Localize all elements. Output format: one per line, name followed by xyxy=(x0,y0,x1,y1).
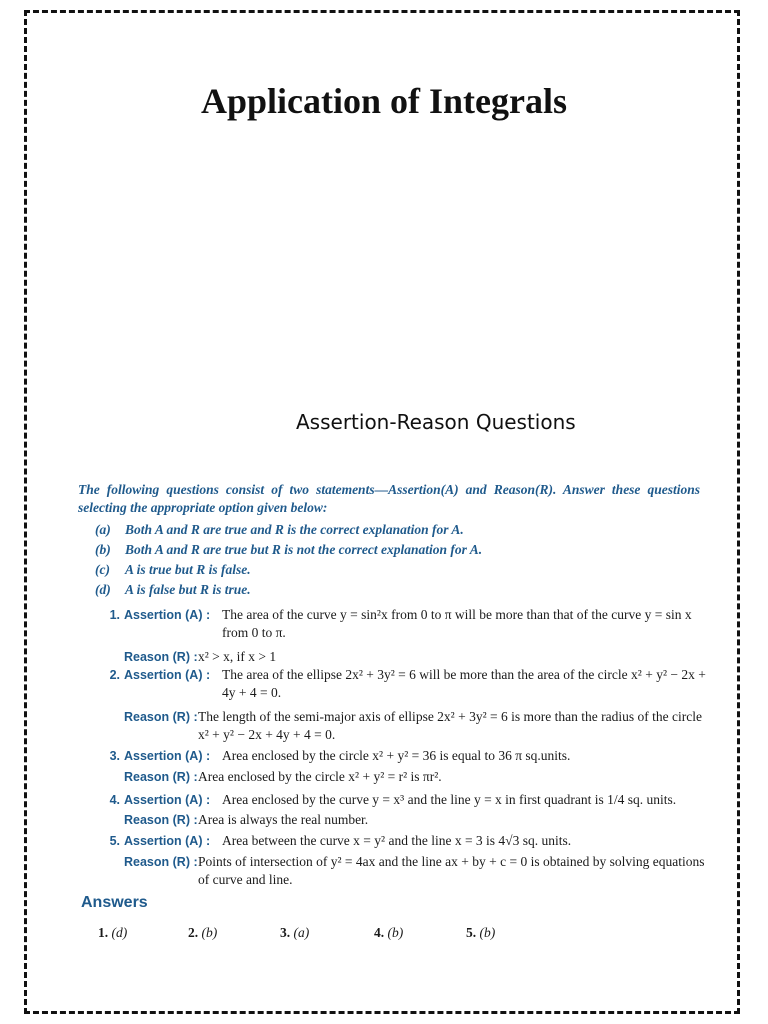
question-number: 5. xyxy=(109,834,120,848)
answer-number: 1. xyxy=(98,925,109,940)
options-list xyxy=(95,522,482,602)
section-heading: Assertion-Reason Questions xyxy=(296,410,576,434)
question-1 xyxy=(100,606,710,666)
answer-item xyxy=(98,925,127,941)
option-text: Both A and R are true and R is the correct explanation for A. xyxy=(125,522,464,537)
option-a xyxy=(95,522,482,542)
option-b xyxy=(95,542,482,562)
answer-value: (d) xyxy=(111,925,128,940)
answer-value: (a) xyxy=(293,925,310,940)
option-label: (d) xyxy=(95,582,111,597)
page-title: Application of Integrals xyxy=(200,81,567,121)
reason-tag: Reason (R) : xyxy=(124,710,198,724)
option-text: A is true but R is false. xyxy=(125,562,251,577)
option-c xyxy=(95,562,482,582)
reason-tag: Reason (R) : xyxy=(124,855,198,869)
answer-value: (b) xyxy=(201,925,218,940)
assertion-row xyxy=(100,791,710,809)
reason-row xyxy=(100,708,710,744)
answer-item xyxy=(188,925,217,941)
answer-number: 5. xyxy=(466,925,477,940)
reason-row xyxy=(100,648,710,666)
assertion-row xyxy=(100,606,710,642)
answer-number: 3. xyxy=(280,925,291,940)
reason-text: Points of intersection of y² = 4ax and the line ax + by + c = 0 is obtained by solving equations of curve and line. xyxy=(198,854,705,887)
question-number: 1. xyxy=(109,608,120,622)
question-4 xyxy=(100,791,710,829)
assertion-text: Area between the curve x = y² and the line x = 3 is 4√3 sq. units. xyxy=(222,833,572,848)
answer-number: 4. xyxy=(374,925,385,940)
answer-item xyxy=(374,925,403,941)
assertion-text: The area of the ellipse 2x² + 3y² = 6 will be more than the area of the circle x² + y² − 2x + 4y + 4 = 0. xyxy=(222,667,706,700)
reason-text: Area enclosed by the circle x² + y² = r² is πr². xyxy=(198,769,442,784)
assertion-row xyxy=(100,832,710,850)
reason-text: Area is always the real number. xyxy=(198,812,369,827)
assertion-tag: Assertion (A) : xyxy=(124,668,211,682)
reason-row xyxy=(100,853,710,889)
reason-text: x² > x, if x > 1 xyxy=(198,649,277,664)
instructions-text: The following questions consist of two statements—Assertion(A) and Reason(R). Answer these questions selecting the appropriate option given below: xyxy=(78,482,700,515)
answer-value: (b) xyxy=(479,925,496,940)
question-3 xyxy=(100,747,710,786)
assertion-tag: Assertion (A) : xyxy=(124,834,211,848)
assertion-tag: Assertion (A) : xyxy=(124,749,211,763)
assertion-tag: Assertion (A) : xyxy=(124,793,211,807)
option-d xyxy=(95,582,482,602)
option-label: (a) xyxy=(95,522,111,537)
assertion-text: Area enclosed by the circle x² + y² = 36 is equal to 36 π sq.units. xyxy=(222,748,571,763)
answer-value: (b) xyxy=(387,925,404,940)
answer-item xyxy=(466,925,495,941)
answers-list xyxy=(80,925,700,945)
answer-item xyxy=(280,925,309,941)
assertion-row xyxy=(100,747,710,765)
option-text: A is false but R is true. xyxy=(125,582,251,597)
reason-row xyxy=(100,811,710,829)
question-5 xyxy=(100,832,710,889)
answer-number: 2. xyxy=(188,925,199,940)
option-label: (c) xyxy=(95,562,110,577)
assertion-row xyxy=(100,666,710,702)
reason-tag: Reason (R) : xyxy=(124,650,198,664)
question-number: 3. xyxy=(109,749,120,763)
assertion-text: The area of the curve y = sin²x from 0 to π will be more than that of the curve y = sin x from 0 to π. xyxy=(222,607,692,640)
assertion-tag: Assertion (A) : xyxy=(124,608,211,622)
reason-tag: Reason (R) : xyxy=(124,770,198,784)
question-number: 2. xyxy=(109,668,120,682)
reason-tag: Reason (R) : xyxy=(124,813,198,827)
reason-text: The length of the semi-major axis of ellipse 2x² + 3y² = 6 is more than the radius of the circle x² + y² − 2x + 4y + 4 = 0. xyxy=(198,709,702,742)
option-label: (b) xyxy=(95,542,111,557)
option-text: Both A and R are true but R is not the correct explanation for A. xyxy=(125,542,483,557)
reason-row xyxy=(100,768,710,786)
question-2 xyxy=(100,666,710,744)
answers-heading: Answers xyxy=(81,894,148,911)
assertion-text: Area enclosed by the curve y = x³ and the line y = x in first quadrant is 1/4 sq. units. xyxy=(222,792,677,807)
question-number: 4. xyxy=(109,793,120,807)
